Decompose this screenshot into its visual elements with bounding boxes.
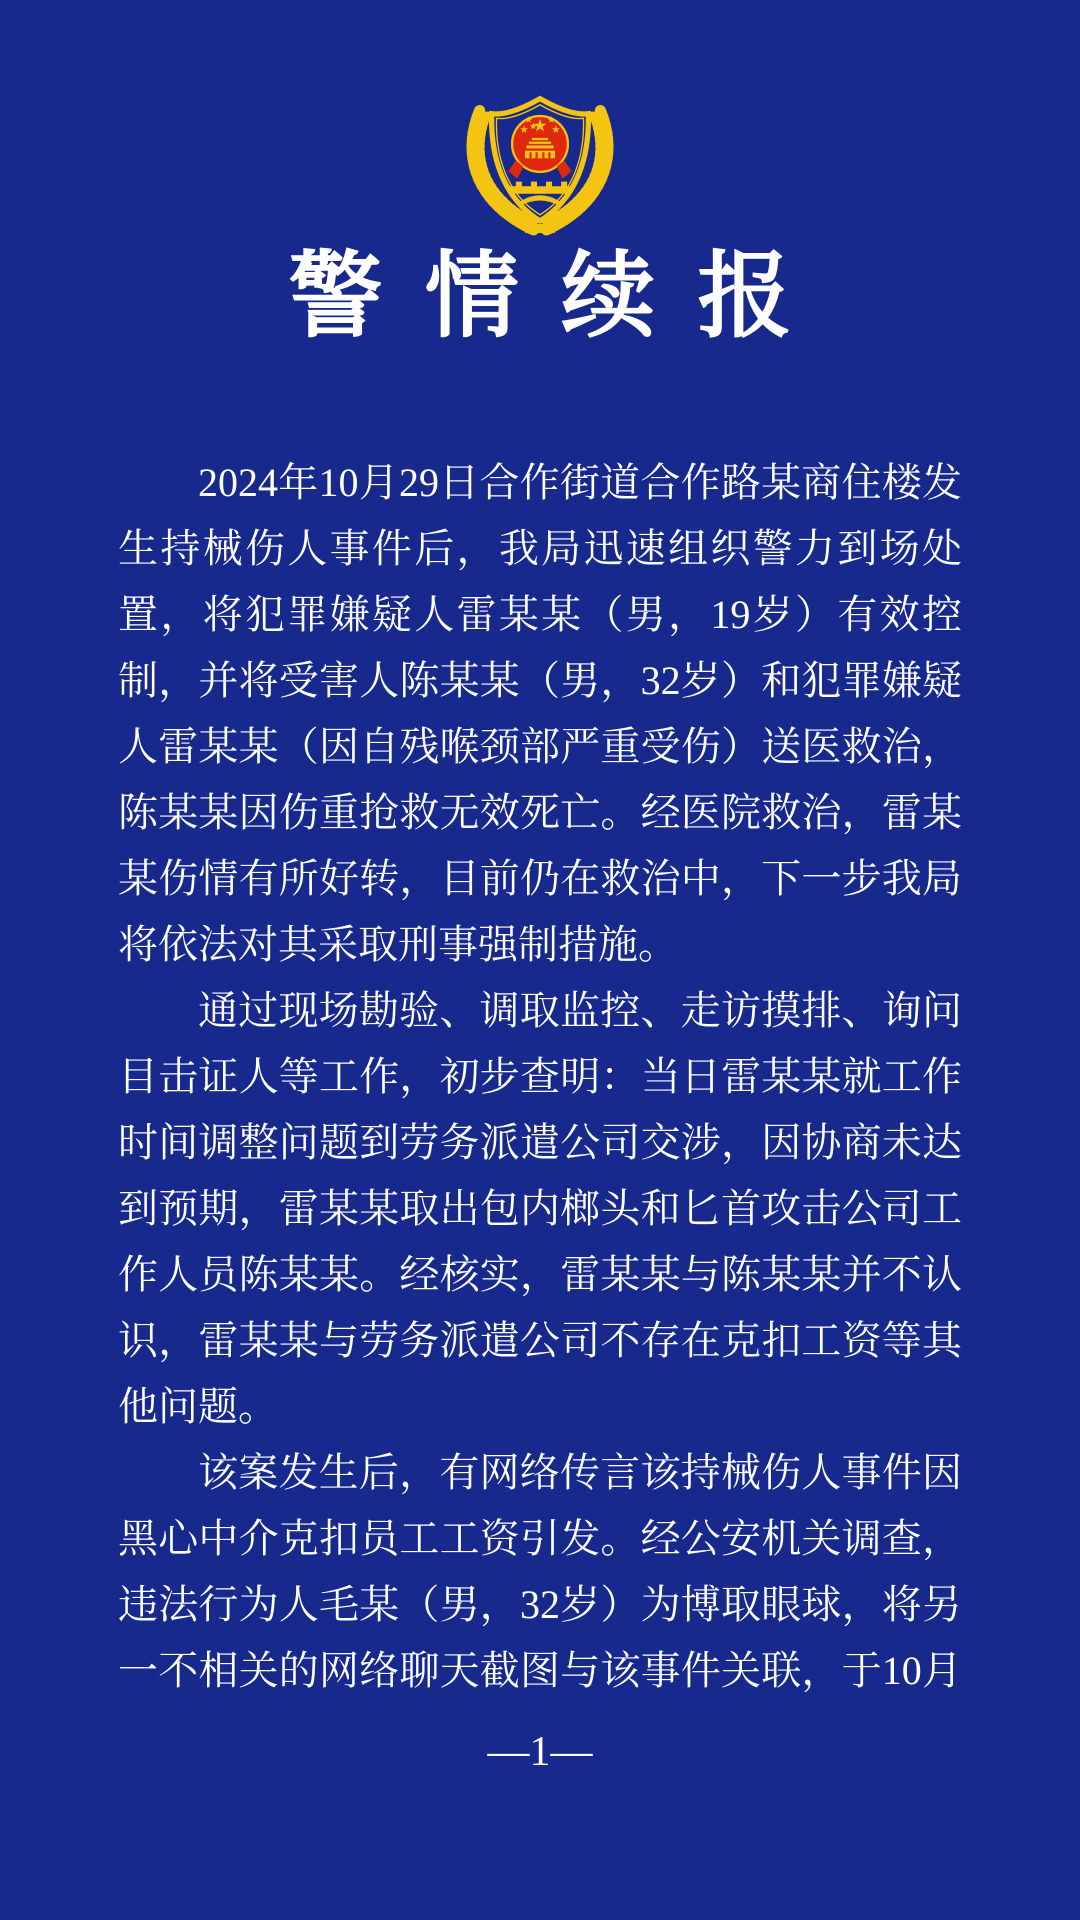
text-line: 黑心中介克扣员工工资引发。经公安机关调查， <box>118 1516 962 1561</box>
text-line: 人雷某某（因自残喉颈部严重受伤）送医救治， <box>118 724 962 769</box>
text-line: 生持械伤人事件后，我局迅速组织警力到场处 <box>118 526 962 571</box>
body-text <box>118 450 962 1704</box>
text-line: 识，雷某某与劳务派遣公司不存在克扣工资等其 <box>118 1318 962 1363</box>
police-emblem-icon <box>455 76 625 236</box>
text-line: 制，并将受害人陈某某（男，32岁）和犯罪嫌疑 <box>118 658 962 703</box>
text-line: 某伤情有所好转，目前仍在救治中，下一步我局 <box>118 856 962 901</box>
text-line: 他问题。 <box>118 1384 278 1429</box>
text-line: 陈某某因伤重抢救无效死亡。经医院救治，雷某 <box>118 790 962 835</box>
text-line: 置，将犯罪嫌疑人雷某某（男，19岁）有效控 <box>118 592 962 637</box>
text-line: 到预期，雷某某取出包内榔头和匕首攻击公司工 <box>118 1186 962 1231</box>
page-title: 警情续报 <box>288 245 834 349</box>
text-line: 2024年10月29日合作街道合作路某商住楼发 <box>198 460 962 505</box>
text-line: 该案发生后，有网络传言该持械伤人事件因 <box>198 1450 962 1495</box>
text-line: 违法行为人毛某（男，32岁）为博取眼球，将另 <box>118 1582 962 1627</box>
text-line: 作人员陈某某。经核实，雷某某与陈某某并不认 <box>118 1252 962 1297</box>
text-line: 通过现场勘验、调取监控、走访摸排、询问 <box>198 988 962 1033</box>
text-line: 目击证人等工作，初步查明：当日雷某某就工作 <box>118 1054 962 1099</box>
text-line: 将依法对其采取刑事强制措施。 <box>118 922 678 967</box>
text-line: 一不相关的网络聊天截图与该事件关联，于10月 <box>118 1648 962 1693</box>
page-number: —1— <box>487 1729 593 1775</box>
text-line: 时间调整问题到劳务派遣公司交涉，因协商未达 <box>118 1120 962 1165</box>
